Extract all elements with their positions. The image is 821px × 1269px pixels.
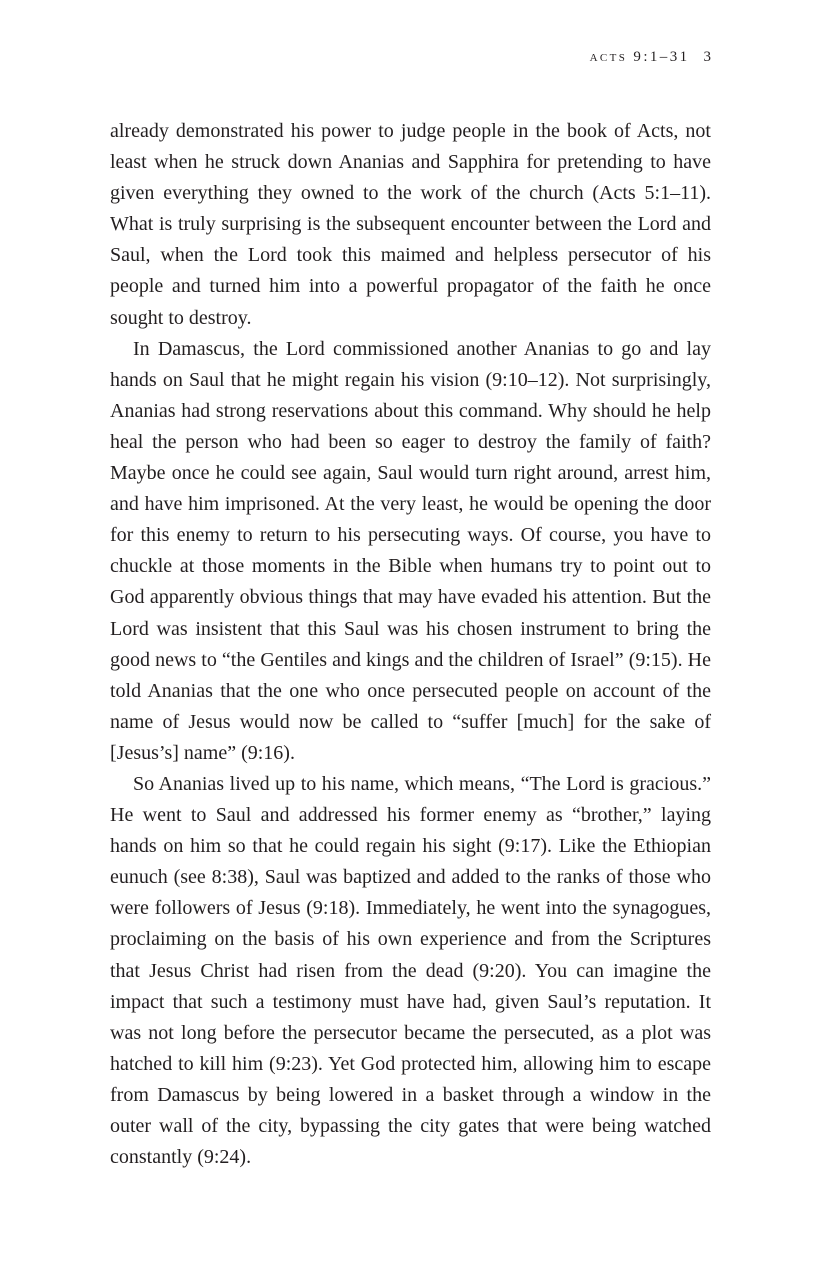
paragraph-ananias-gracious: So Ananias lived up to his name, which means, “The Lord is gracious.” He went to Saul and addressed his former enemy as “brother,” laying hands on him so that he could regain his sight (9:17). Like the Ethiopian eunuch (see 8:38), Saul was baptized and added to the ranks of those who were followers of Jesus (9:18). Immediately, he went into the synagogues, proclaiming on the basis of his own experience and from the Scriptures that Jesus Christ had risen from the dead (9:20). You can imagine the impact that such a testimony must have had, given Saul’s reputation. It was not long before the persecutor became the persecuted, as a plot was hatched to kill him (9:23). Yet God protected him, allowing him to escape from Damascus by being lowered in a basket through a window in the outer wall of the city, bypassing the city gates that were being watched constantly (9:24).	[110, 772, 711, 1169]
body-text	[110, 116, 711, 1173]
running-head	[590, 49, 711, 66]
page-number: 3	[703, 49, 711, 65]
running-head-title: acts 9:1–31	[589, 49, 690, 65]
paragraph-continued: already demonstrated his power to judge people in the book of Acts, not least when he struck down Ananias and Sapphira for pretending to have given everything they owned to the work of the church (Acts 5:1–11). What is truly surprising is the subsequent encounter between the Lord and Saul, when the Lord took this maimed and helpless persecutor of his people and turned him into a powerful propagator of the faith he once sought to destroy.	[110, 120, 711, 329]
paragraph-damascus-commission: In Damascus, the Lord commissioned another Ananias to go and lay hands on Saul that he might regain his vision (9:10–12). Not surprisingly, Ananias had strong reservations about this command. Why should he help heal the person who had been so eager to destroy the family of faith? Maybe once he could see again, Saul would turn right around, arrest him, and have him imprisoned. At the very least, he would be opening the door for this enemy to return to his persecuting ways. Of course, you have to chuckle at those moments in the Bible when humans try to point out to God apparently obvious things that may have evaded his attention. But the Lord was insistent that this Saul was his chosen instrument to bring the good news to “the Gentiles and kings and the children of Israel” (9:15). He told Ananias that the one who once persecuted people on account of the name of Jesus would now be called to “suffer [much] for the sake of [Jesus’s] name” (9:16).	[110, 337, 711, 764]
